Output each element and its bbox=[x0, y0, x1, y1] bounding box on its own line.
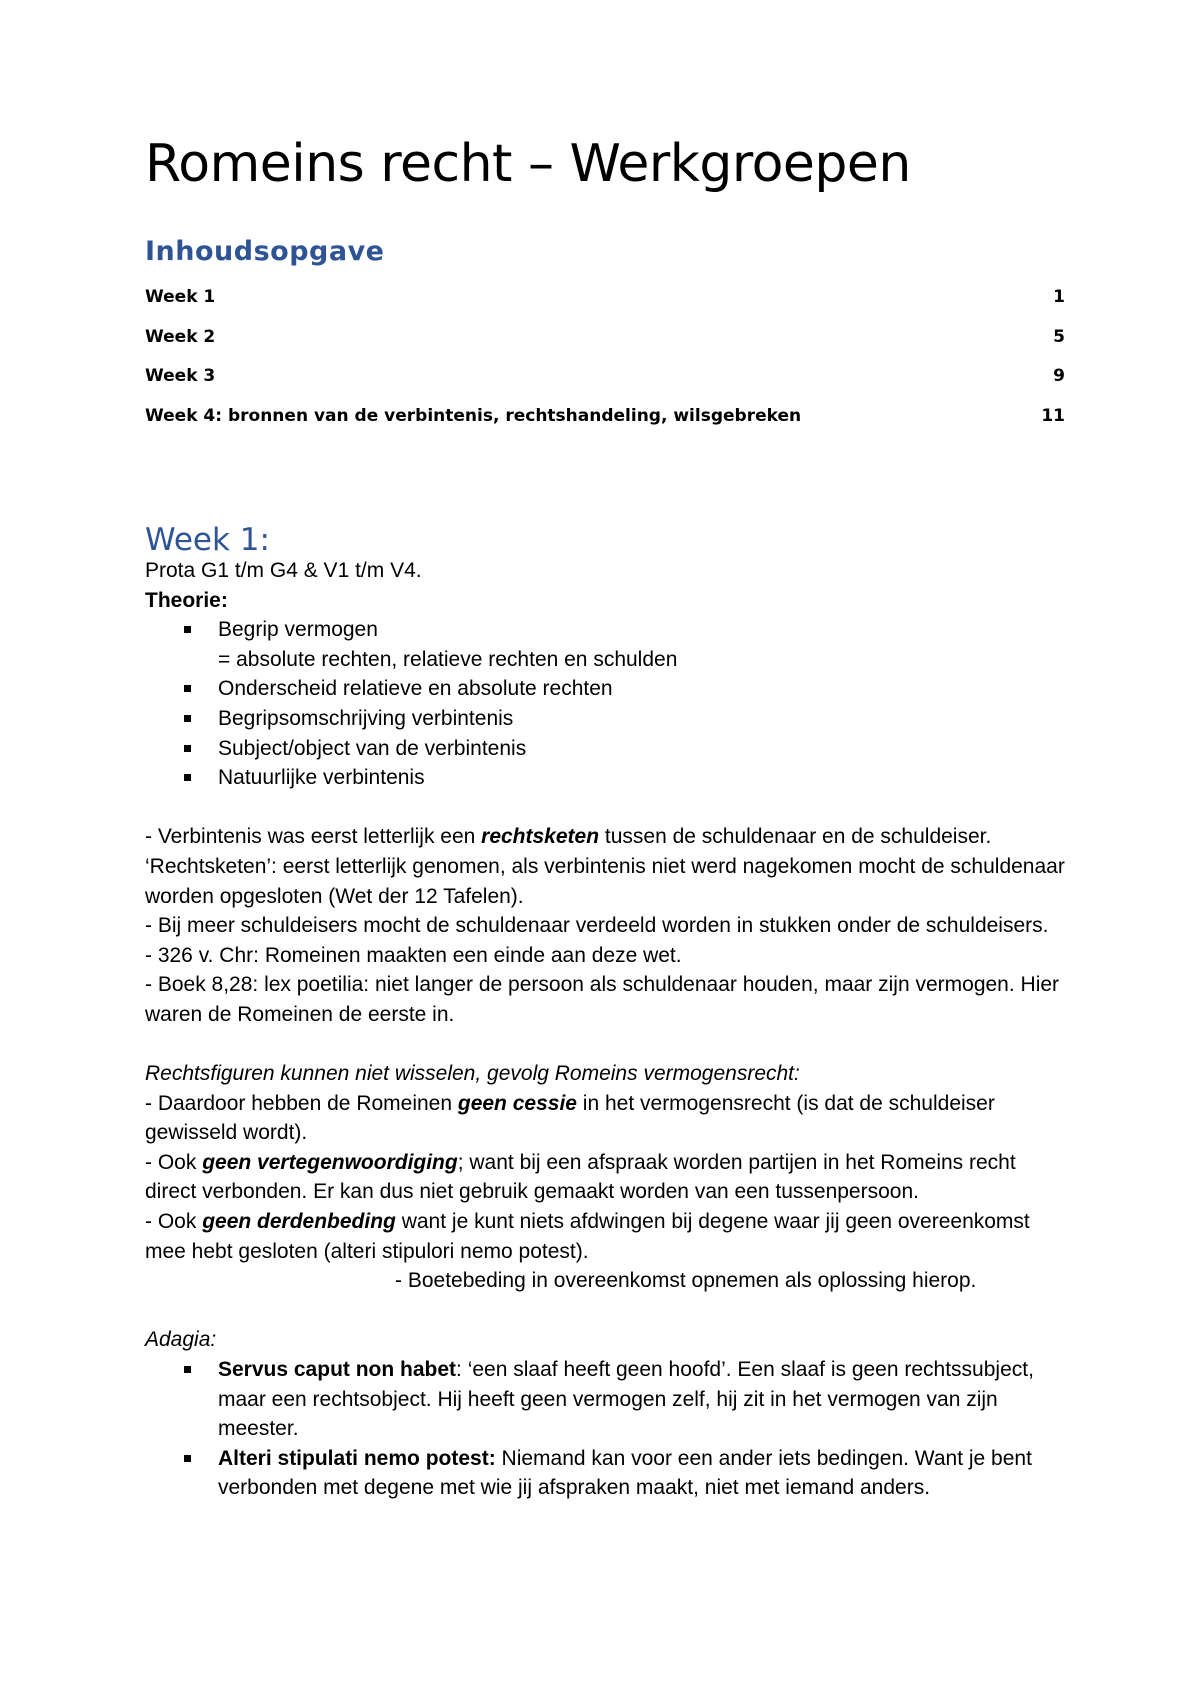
emphasis-cessie: geen cessie bbox=[457, 1091, 577, 1115]
paragraph-line: - Boek 8,28: lex poetilia: niet langer de persoon als schuldenaar houden, maar zijn vermogen. Hier waren de Romeinen de eerste in. bbox=[145, 973, 1060, 1026]
text-run: - Ook bbox=[145, 1210, 203, 1234]
emphasis-vertegenwoordiging: geen vertegenwoordiging bbox=[202, 1150, 458, 1174]
list-item bbox=[145, 1444, 1065, 1503]
toc-heading: Inhoudsopgave bbox=[145, 236, 385, 267]
spacer bbox=[145, 1296, 1065, 1326]
toc-entry-label: Week 2 bbox=[145, 326, 216, 347]
week-1-heading: Week 1: bbox=[145, 522, 270, 558]
paragraph-cessie bbox=[145, 1089, 1065, 1148]
list-item: Onderscheid relatieve en absolute rechten bbox=[145, 674, 1065, 704]
paragraph-derdenbeding bbox=[145, 1207, 1065, 1266]
toc-entry-week-2[interactable] bbox=[145, 327, 1065, 367]
toc-entry-page: 5 bbox=[1053, 326, 1065, 347]
theorie-label: Theorie: bbox=[145, 588, 228, 612]
spacer bbox=[145, 793, 1065, 823]
toc-entry-week-1[interactable] bbox=[145, 287, 1065, 327]
list-item bbox=[145, 615, 1065, 674]
adagia-label: Adagia: bbox=[145, 1328, 217, 1352]
paragraph-line: - Bij meer schuldeisers mocht de schuldenaar verdeeld worden in stukken onder de schuldeisers. bbox=[145, 914, 1049, 938]
week-1-body bbox=[145, 556, 1065, 1503]
paragraph-boetebeding: - Boetebeding in overeenkomst opnemen als oplossing hierop. bbox=[395, 1269, 977, 1293]
paragraph-rechtsketen bbox=[145, 822, 1065, 852]
list-item-subtext: = absolute rechten, relatieve rechten en schulden bbox=[218, 647, 678, 671]
toc-entry-page: 1 bbox=[1053, 287, 1065, 307]
text-run: want je kunt niets afdwingen bij degene waar jij geen overeenkomst mee hebt gesloten (alteri stipulori nemo potest). bbox=[145, 1210, 1030, 1263]
toc-entry-week-3[interactable] bbox=[145, 366, 1065, 406]
text-run: ; want bij een afspraak worden partijen in het Romeins recht direct verbonden. Er kan dus niet gebruik gemaakt worden van een tussenpersoon. bbox=[145, 1150, 1016, 1204]
paragraph-line: - 326 v. Chr: Romeinen maakten een einde aan deze wet. bbox=[145, 943, 682, 967]
adagium-text: : ‘een slaaf heeft geen hoofd’. Een slaaf is geen rechtssubject, maar een rechtsobject. Hij heeft geen vermogen zelf, hij zit in het vermogen van zijn meester. bbox=[218, 1358, 1034, 1441]
paragraph-line: ‘Rechtsketen’: eerst letterlijk genomen, als verbintenis niet werd nagekomen mocht de schuldenaar worden opgesloten (Wet der 12 Tafelen). bbox=[145, 854, 1065, 908]
text-run: - Verbintenis was eerst letterlijk een bbox=[145, 825, 482, 849]
adagium-text: Niemand kan voor een ander iets bedingen. Want je bent verbonden met degene met wie jij afspraken maakt, niet met iemand anders. bbox=[218, 1446, 1032, 1500]
table-of-contents bbox=[145, 287, 1065, 445]
list-item-text: Begrip vermogen bbox=[218, 618, 378, 642]
rechtsfiguren-intro: Rechtsfiguren kunnen niet wisselen, gevolg Romeins vermogensrecht: bbox=[145, 1062, 800, 1086]
toc-entry-week-4[interactable] bbox=[145, 406, 1065, 446]
text-run: - Daardoor hebben de Romeinen bbox=[145, 1091, 458, 1115]
text-run: in het vermogensrecht (is dat de schuldeiser gewisseld wordt). bbox=[145, 1091, 995, 1145]
text-run: tussen de schuldenaar en de schuldeiser. bbox=[599, 825, 992, 849]
toc-entry-label: Week 3 bbox=[145, 366, 216, 386]
emphasis-derdenbeding: geen derdenbeding bbox=[202, 1210, 396, 1234]
paragraph-vertegenwoordiging bbox=[145, 1148, 1065, 1207]
spacer bbox=[145, 1030, 1065, 1060]
adagia-list bbox=[145, 1355, 1065, 1503]
emphasis-rechtsketen: rechtsketen bbox=[481, 825, 600, 849]
adagium-term: Servus caput non habet bbox=[218, 1358, 457, 1382]
toc-entry-page: 9 bbox=[1053, 366, 1065, 386]
toc-entry-page: 11 bbox=[1041, 405, 1065, 426]
list-item: Natuurlijke verbintenis bbox=[145, 763, 1065, 793]
list-item: Begripsomschrijving verbintenis bbox=[145, 704, 1065, 734]
list-item bbox=[145, 1355, 1065, 1444]
list-item: Subject/object van de verbintenis bbox=[145, 734, 1065, 764]
prota-line: Prota G1 t/m G4 & V1 t/m V4. bbox=[145, 559, 422, 582]
theorie-list bbox=[145, 615, 1065, 793]
toc-entry-label: Week 4: bronnen van de verbintenis, rechtshandeling, wilsgebreken bbox=[145, 405, 802, 426]
document-content bbox=[145, 134, 1065, 1503]
text-run: - Ook bbox=[145, 1150, 203, 1174]
adagium-term: Alteri stipulati nemo potest: bbox=[218, 1446, 496, 1470]
toc-entry-label: Week 1 bbox=[145, 287, 216, 307]
document-title: Romeins recht – Werkgroepen bbox=[145, 134, 911, 194]
